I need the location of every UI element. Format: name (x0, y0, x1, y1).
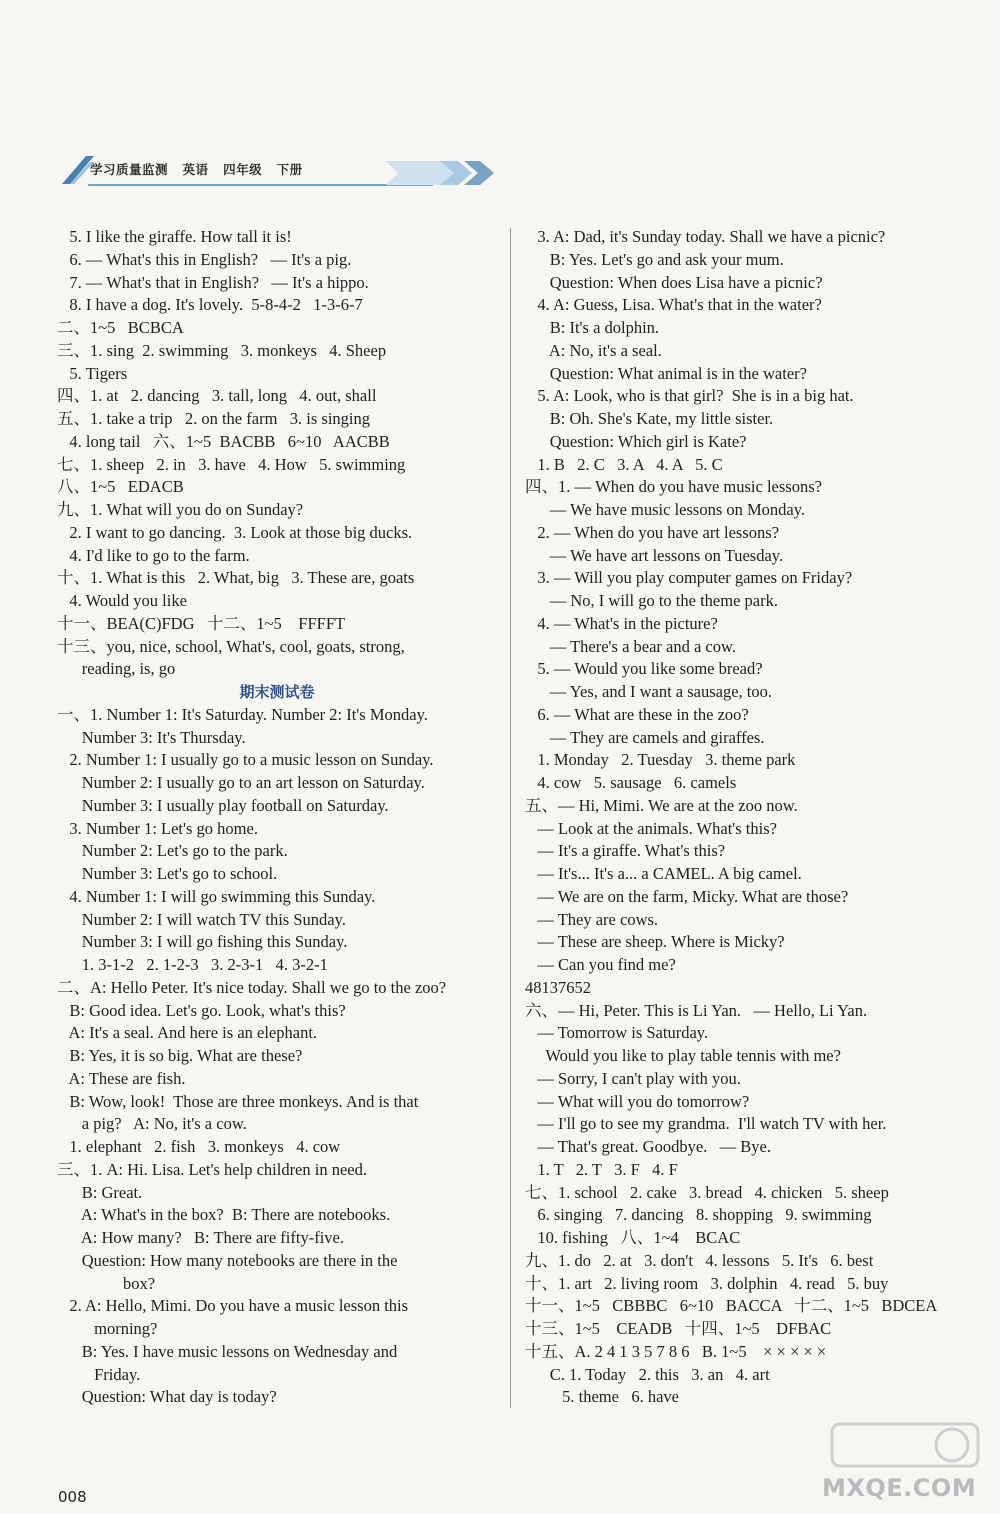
answer-line: 4. — What's in the picture? (525, 613, 718, 633)
answer-line: C. 1. Today 2. this 3. an 4. art (525, 1364, 770, 1384)
answer-line: Number 3: Let's go to school. (57, 864, 278, 883)
answer-line: Question: How many notebooks are there in the (57, 1250, 398, 1270)
answer-line: 十、1. art 2. living room 3. dolphin 4. read 5. buy (525, 1273, 889, 1293)
answer-line: — What will you do tomorrow? (525, 1091, 750, 1111)
answer-line: — We have art lessons on Tuesday. (525, 545, 784, 565)
answer-line: 七、1. sheep 2. in 3. have 4. How 5. swimming (57, 454, 406, 474)
answer-line: Number 2: I will watch TV this Sunday. (57, 909, 346, 929)
answer-line: 十一、BEA(C)FDG 十二、1~5 FFFFT (57, 613, 346, 633)
running-header (60, 152, 460, 192)
answer-line: 九、1. do 2. at 3. don't 4. lessons 5. It's 6. best (525, 1250, 874, 1270)
answer-line: Question: Which girl is Kate? (525, 431, 747, 451)
answer-line: 1. Monday 2. Tuesday 3. theme park (525, 750, 796, 770)
answer-line: Number 3: I will go fishing this Sunday. (57, 932, 348, 952)
answer-line: 8. I have a dog. It's lovely. 5-8-4-2 1-3-6-7 (57, 295, 363, 315)
answer-line: 2. I want to go dancing. 3. Look at those big ducks. (57, 522, 413, 542)
answer-line: 四、1. — When do you have music lessons? (525, 477, 822, 497)
header-title: 学习质量监测 英语 四年级 下册 (90, 162, 303, 177)
answer-line: 九、1. What will you do on Sunday? (57, 500, 304, 519)
answer-line: 八、1~5 EDACB (57, 477, 184, 497)
answer-line: A: These are fish. (57, 1068, 186, 1088)
answer-line: 5. Tigers (57, 363, 128, 383)
answer-line: 五、1. take a trip 2. on the farm 3. is singing (57, 409, 370, 428)
answer-line: — These are sheep. Where is Micky? (525, 932, 785, 952)
answer-line: 6. singing 7. dancing 8. shopping 9. swimming (525, 1205, 872, 1225)
answer-line: 三、1. sing 2. swimming 3. monkeys 4. Sheep (57, 340, 387, 360)
answer-line: 4. cow 5. sausage 6. camels (525, 773, 737, 792)
answer-line: — There's a bear and a cow. (525, 636, 736, 656)
answer-line: B: Oh. She's Kate, my little sister. (525, 409, 774, 428)
answer-line: Friday. (57, 1364, 141, 1384)
answer-line: B: Good idea. Let's go. Look, what's this? (57, 1000, 346, 1020)
answer-line: 二、1~5 BCBCA (57, 318, 184, 337)
answer-line: B: Yes. Let's go and ask your mum. (525, 249, 784, 269)
answer-line: B: Great. (57, 1182, 143, 1202)
answer-line: — Tomorrow is Saturday. (525, 1023, 709, 1043)
answer-line: box? (57, 1273, 156, 1293)
answer-line: 十三、you, nice, school, What's, cool, goats, strong, (57, 636, 405, 656)
answer-line: 3. A: Dad, it's Sunday today. Shall we have a picnic? (525, 227, 886, 246)
answer-line: Number 3: I usually play football on Saturday. (57, 795, 389, 815)
answer-line: 十一、1~5 CBBBC 6~10 BACCA 十二、1~5 BDCEA (525, 1296, 938, 1316)
answer-line: B: It's a dolphin. (525, 318, 660, 337)
answer-line: 五、— Hi, Mimi. We are at the zoo now. (525, 795, 798, 815)
answer-line: 1. elephant 2. fish 3. monkeys 4. cow (57, 1137, 341, 1156)
answer-line: 二、A: Hello Peter. It's nice today. Shall we go to the zoo? (57, 977, 447, 997)
answer-line: — Can you find me? (525, 955, 676, 974)
answer-line: — That's great. Goodbye. — Bye. (525, 1137, 772, 1156)
answer-line: — We have music lessons on Monday. (525, 500, 806, 519)
answer-line: 3. Number 1: Let's go home. (57, 818, 258, 838)
answer-line: 六、— Hi, Peter. This is Li Yan. — Hello, Li Yan. (525, 1000, 868, 1020)
answer-line: 5. A: Look, who is that girl? She is in a big hat. (525, 386, 854, 406)
answer-line: 4. I'd like to go to the farm. (57, 545, 250, 565)
answer-line: 4. Would you like (57, 591, 187, 610)
answer-line: 十五、A. 2 4 1 3 5 7 8 6 B. 1~5 × × × × × (525, 1341, 827, 1361)
watermark (822, 1420, 982, 1502)
answer-line: morning? (57, 1319, 158, 1338)
answer-line: 七、1. school 2. cake 3. bread 4. chicken 5. sheep (525, 1182, 889, 1202)
answer-line: — Sorry, I can't play with you. (525, 1068, 741, 1088)
answer-line: A: What's in the box? B: There are notebooks. (57, 1205, 391, 1225)
answer-line: 10. fishing 八、1~4 BCAC (525, 1228, 741, 1247)
answer-line: 四、1. at 2. dancing 3. tall, long 4. out, shall (57, 386, 377, 406)
answer-line: 1. T 2. T 3. F 4. F (525, 1159, 678, 1179)
watermark-site: MXQE.COM (822, 1474, 977, 1502)
answer-line: 2. — When do you have art lessons? (525, 522, 780, 542)
answer-line: 7. — What's that in English? — It's a hippo. (57, 272, 369, 292)
answer-line: 5. theme 6. have (525, 1387, 679, 1407)
answer-line: 4. long tail 六、1~5 BACBB 6~10 AACBB (57, 431, 390, 451)
answer-line: Question: What day is today? (57, 1387, 277, 1407)
answer-line: — It's a giraffe. What's this? (525, 841, 726, 861)
answer-line: — No, I will go to the theme park. (525, 591, 778, 610)
answer-line: A: No, it's a seal. (525, 340, 662, 360)
answer-line: Question: When does Lisa have a picnic? (525, 272, 823, 292)
answer-line: 5. — Would you like some bread? (525, 659, 763, 679)
page-number: 008 (58, 1488, 87, 1506)
answer-line: 十三、1~5 CEADB 十四、1~5 DFBAC (525, 1319, 832, 1338)
answer-line: 2. Number 1: I usually go to a music lesson on Sunday. (57, 750, 434, 770)
answer-line: B: Yes, it is so big. What are these? (57, 1046, 303, 1065)
answer-line: 一、1. Number 1: It's Saturday. Number 2: It's Monday. (57, 704, 428, 724)
answer-line: 十、1. What is this 2. What, big 3. These are, goats (57, 568, 415, 588)
answer-line: 6. — What are these in the zoo? (525, 704, 749, 724)
answer-line: B: Yes. I have music lessons on Wednesday and (57, 1341, 398, 1361)
answer-line: A: It's a seal. And here is an elephant. (57, 1023, 318, 1043)
answer-line: a pig? A: No, it's a cow. (57, 1114, 247, 1134)
answer-line: reading, is, go (57, 659, 176, 679)
section-title: 期末测试卷 (239, 683, 315, 701)
left-column (57, 226, 497, 1409)
right-column (525, 226, 965, 1409)
answer-line: 6. — What's this in English? — It's a pig. (57, 249, 352, 269)
answer-line: 3. — Will you play computer games on Friday? (525, 568, 853, 588)
answer-line: 1. 3-1-2 2. 1-2-3 3. 2-3-1 4. 3-2-1 (57, 955, 328, 974)
answer-line: 5. I like the giraffe. How tall it is! (57, 227, 292, 246)
answer-line: — We are on the farm, Micky. What are those? (525, 886, 849, 906)
answer-line: 4. A: Guess, Lisa. What's that in the water? (525, 295, 822, 315)
answer-line: 2. A: Hello, Mimi. Do you have a music lesson this (57, 1296, 409, 1316)
answer-line: — I'll go to see my grandma. I'll watch TV with her. (525, 1114, 887, 1134)
header-chevrons-icon (386, 158, 506, 188)
answer-line: Would you like to play table tennis with me? (525, 1046, 841, 1065)
answer-line: Number 3: It's Thursday. (57, 727, 246, 747)
answer-line: 三、1. A: Hi. Lisa. Let's help children in need. (57, 1159, 367, 1179)
answer-line: B: Wow, look! Those are three monkeys. And is that (57, 1091, 419, 1111)
answer-line: — They are camels and giraffes. (525, 727, 765, 747)
answer-line: 4. Number 1: I will go swimming this Sunday. (57, 886, 376, 906)
header-underline (88, 184, 433, 186)
answer-line: Number 2: I usually go to an art lesson on Saturday. (57, 773, 425, 792)
watermark-logo-icon (830, 1420, 980, 1470)
answer-line: Number 2: Let's go to the park. (57, 841, 288, 861)
column-divider (510, 228, 511, 1408)
answer-line: — They are cows. (525, 909, 659, 929)
answer-line: — It's... It's a... a CAMEL. A big camel. (525, 864, 802, 883)
answer-line: Question: What animal is in the water? (525, 363, 807, 383)
answer-line: — Look at the animals. What's this? (525, 818, 777, 838)
answer-line: — Yes, and I want a sausage, too. (525, 682, 773, 701)
answer-line: A: How many? B: There are fifty-five. (57, 1228, 344, 1247)
answer-line: 48137652 (525, 977, 591, 997)
answer-line: 1. B 2. C 3. A 4. A 5. C (525, 454, 723, 474)
